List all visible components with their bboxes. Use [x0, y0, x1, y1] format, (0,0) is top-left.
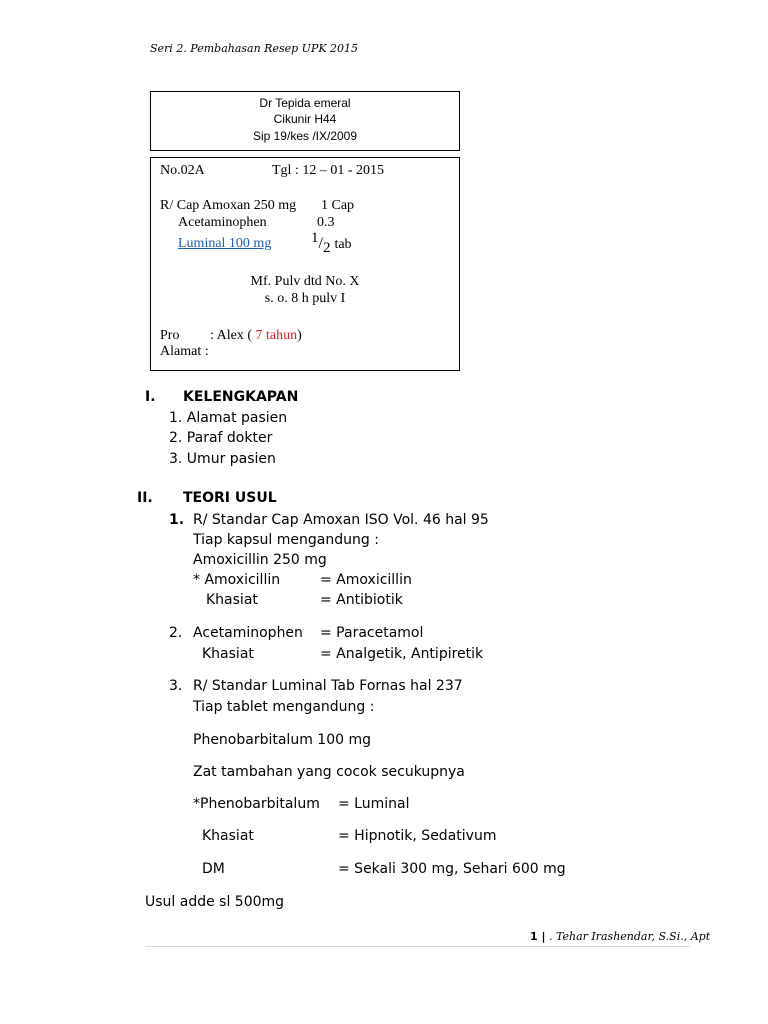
item3-eq1-right: = Luminal	[338, 796, 410, 812]
doctor-name: Dr Tepida emeral	[259, 96, 351, 110]
patient-age: 7 tahun	[252, 328, 298, 343]
item3-eq2-left: Khasiat	[202, 828, 254, 844]
section1-item-1: 1. Alamat pasien	[169, 410, 288, 426]
rx-item-luminal-link[interactable]: Luminal 100 mg	[178, 236, 272, 251]
item2-right: = Paracetamol	[320, 625, 424, 641]
item1-eq2-right: = Antibiotik	[320, 592, 403, 608]
item3-eq2-right: = Hipnotik, Sedativum	[338, 828, 497, 844]
item3-line1: Tiap tablet mengandung :	[193, 699, 375, 715]
page-number: 1 |	[530, 930, 546, 943]
item3-title: R/ Standar Luminal Tab Fornas hal 237	[193, 678, 463, 694]
fraction-numerator: 1	[311, 230, 319, 246]
item1-eq1-left: * Amoxicillin	[193, 572, 281, 588]
footer-author: . Tehar Irashendar, S.Si., Apt	[549, 930, 711, 943]
section1-title: KELENGKAPAN	[183, 389, 299, 405]
prescription-box	[150, 157, 460, 371]
patient-label: Pro	[160, 328, 180, 343]
item2-khasiat-left: Khasiat	[202, 646, 254, 662]
page-footer	[530, 930, 710, 943]
patient-value	[210, 328, 302, 344]
item2-khasiat-right: = Analgetik, Antipiretik	[320, 646, 484, 662]
item3-line2: Phenobarbitalum 100 mg	[193, 732, 371, 748]
section2-title: TEORI USUL	[183, 490, 277, 506]
rx-item-amoxan-qty: 1 Cap	[321, 198, 355, 213]
item1-title: R/ Standar Cap Amoxan ISO Vol. 46 hal 95	[193, 512, 489, 528]
doctor-sip: Sip 19/kes /IX/2009	[252, 129, 358, 143]
item3-eq1-left: *Phenobarbitalum	[193, 796, 320, 812]
rx-item-luminal-unit: tab	[334, 237, 352, 252]
rx-instruction-1: Mf. Pulv dtd No. X	[250, 274, 360, 289]
usul-note: Usul adde sl 500mg	[145, 894, 285, 910]
item2-number: 2.	[169, 625, 183, 641]
prescription-date: Tgl : 12 – 01 - 2015	[272, 163, 384, 178]
rx-item-acetaminophen-qty: 0.3	[317, 215, 335, 230]
item3-line3: Zat tambahan yang cocok secukupnya	[193, 764, 465, 780]
page-header: Seri 2. Pembahasan Resep UPK 2015	[150, 42, 359, 55]
patient-name: : Alex (	[210, 328, 252, 343]
item1-number: 1.	[169, 512, 185, 528]
fraction-denominator: 2	[322, 240, 331, 256]
item1-eq2-left: Khasiat	[206, 592, 258, 608]
prescription-number: No.02A	[160, 163, 205, 178]
item1-eq1-right: = Amoxicillin	[320, 572, 412, 588]
section1-numeral: I.	[145, 389, 156, 405]
item3-eq3-left: DM	[202, 861, 225, 877]
item3-eq3-right: = Sekali 300 mg, Sehari 600 mg	[338, 861, 566, 877]
address-label: Alamat :	[160, 344, 209, 359]
section1-item-3: 3. Umur pasien	[169, 451, 276, 467]
section2-numeral: II.	[137, 490, 153, 506]
item1-line2: Amoxicillin 250 mg	[193, 552, 327, 568]
patient-age-close: )	[297, 328, 302, 343]
doctor-box	[150, 91, 460, 151]
rx-item-acetaminophen: Acetaminophen	[178, 215, 267, 230]
rx-instruction-2: s. o. 8 h pulv I	[264, 291, 346, 306]
doctor-address: Cikunir H44	[273, 112, 337, 126]
section1-item-2: 2. Paraf dokter	[169, 430, 273, 446]
item2-left: Acetaminophen	[193, 625, 303, 641]
rx-item-luminal-qty: $^1/_2$ tab	[311, 230, 352, 256]
item3-number: 3.	[169, 678, 183, 694]
rx-item-amoxan: R/ Cap Amoxan 250 mg	[160, 198, 297, 213]
footer-divider	[145, 946, 690, 947]
item1-line1: Tiap kapsul mengandung :	[193, 532, 379, 548]
